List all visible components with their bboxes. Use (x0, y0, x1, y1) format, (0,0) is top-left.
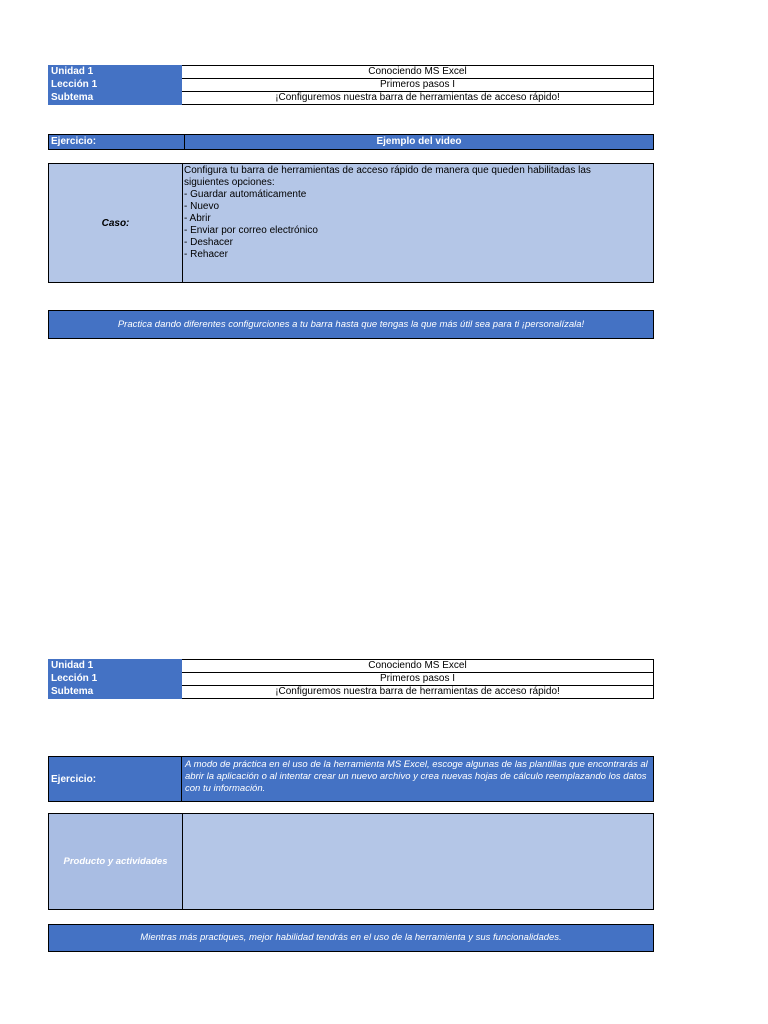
caso-line: - Nuevo (184, 201, 220, 212)
header-table-1 (48, 65, 654, 105)
leccion-value: Primeros pasos I (182, 79, 654, 92)
ejercicio-row-2 (48, 756, 654, 802)
producto-label: Producto y actividades (49, 814, 183, 909)
header-table-2 (48, 659, 654, 699)
caso-line: - Guardar automáticamente (184, 189, 307, 200)
unidad-label: Unidad 1 (49, 66, 182, 79)
producto-area (183, 814, 653, 909)
subtema-value: ¡Configuremos nuestra barra de herramientas de acceso rápido! (182, 686, 654, 699)
subtema-value: ¡Configuremos nuestra barra de herramientas de acceso rápido! (182, 92, 654, 105)
caso-text (183, 164, 653, 282)
caso-label: Caso: (49, 164, 183, 282)
caso-block (48, 163, 654, 283)
leccion-value: Primeros pasos I (182, 673, 654, 686)
subtema-label: Subtema (49, 686, 182, 699)
practice-note-1: Practica dando diferentes configurciones a tu barra hasta que tengas la que más útil sea para ti ¡personalízala! (48, 310, 654, 339)
practice-note-2: Mientras más practiques, mejor habilidad tendrás en el uso de la herramienta y sus funcionalidades. (48, 924, 654, 952)
producto-block (48, 813, 654, 910)
ejercicio-label-2: Ejercicio: (49, 757, 182, 801)
subtema-label: Subtema (49, 92, 182, 105)
caso-line: siguientes opciones: (184, 177, 275, 188)
caso-line: - Enviar por correo electrónico (184, 225, 318, 236)
unidad-label: Unidad 1 (49, 660, 182, 673)
caso-line: - Deshacer (184, 237, 233, 248)
ejercicio-row-1 (48, 134, 654, 150)
caso-line: - Rehacer (184, 249, 228, 260)
ejercicio-label-1: Ejercicio: (49, 135, 185, 149)
ejercicio-value-1: Ejemplo del video (376, 136, 462, 147)
unidad-value: Conociendo MS Excel (182, 660, 654, 673)
unidad-value: Conociendo MS Excel (182, 66, 654, 79)
caso-line: Configura tu barra de herramientas de acceso rápido de manera que queden habilitadas las (184, 165, 591, 176)
leccion-label: Lección 1 (49, 79, 182, 92)
ejercicio-text-2: A modo de práctica en el uso de la herramienta MS Excel, escoge algunas de las plantillas que encontrarás al abrir la aplicación o al intentar crear un nuevo archivo y crea nuevas hojas de cálculo reemplazando los datos con tu información. (185, 759, 648, 794)
leccion-label: Lección 1 (49, 673, 182, 686)
caso-line: - Abrir (184, 213, 211, 224)
